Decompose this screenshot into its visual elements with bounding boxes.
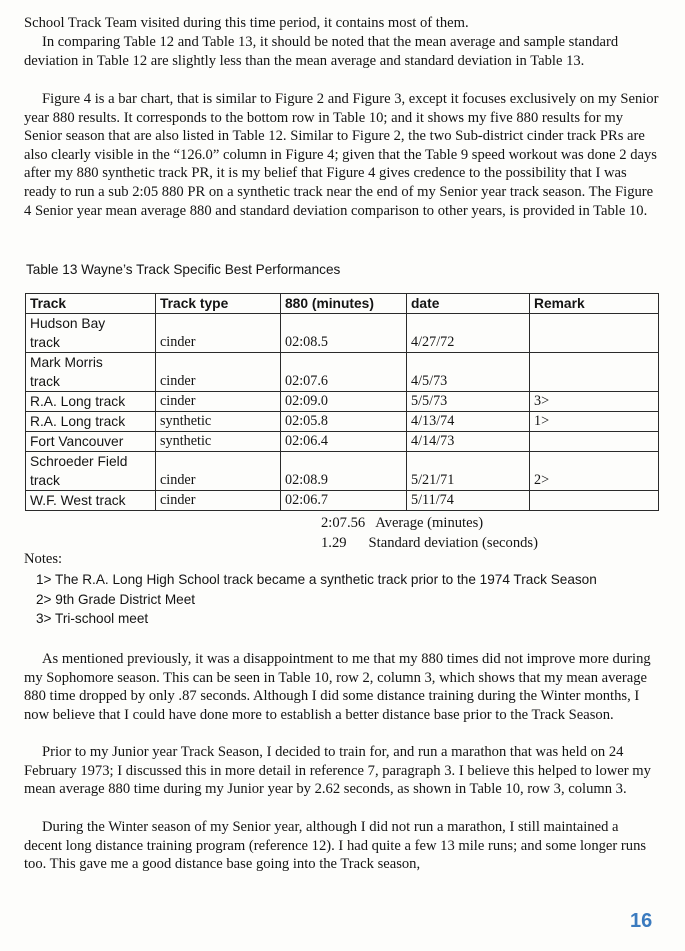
type-cell: cinder [156, 392, 281, 412]
remark-cell [530, 353, 659, 392]
date-cell: 4/13/74 [407, 412, 530, 432]
track-cell: Mark Morris track [26, 353, 156, 392]
table-row [26, 353, 659, 392]
paragraph-text: Figure 4 is a bar chart, that is similar to Figure 2 and Figure 3, except it focuses exclusively on my Senior year 880 results. It corresponds to the bottom row in Table 10; and it shows my five 880 results for my Senior season that are also listed in Table 12. Similar to Figure 2, the two Sub-district cinder track PRs are also clearly visible in the “126.0” column in Figure 4; given that the Table 9 speed workout was done 2 days after my 880 synthetic track PR, it is my belief that Figure 4 gives credence to the possibility that I was ready to run a sub 2:05 880 PR on a synthetic track near the end of my Senior year track season. The Figure 4 Senior year mean average 880 and standard deviation comparison to other years, is provided in Table 10. [24, 91, 659, 219]
table-row [26, 452, 659, 491]
date-cell: 5/11/74 [407, 491, 530, 511]
stddev-line [321, 534, 538, 553]
table-row [26, 412, 659, 432]
table-header-row [26, 294, 659, 314]
time-cell: 02:08.5 [281, 314, 407, 353]
remark-cell: 2> [530, 452, 659, 491]
date-cell: 5/5/73 [407, 392, 530, 412]
header-track: Track [26, 294, 156, 314]
paragraph-text: As mentioned previously, it was a disappointment to me that my 880 times did not improve more during my Sophomore season. This can be seen in Table 10, row 2, column 3, which shows that my mean average 880 time dropped by only .87 seconds. Although I did some distance training during the Winter months, I now believe that I could have done more to establish a better distance base prior to the Track Season. [24, 651, 651, 723]
type-cell: cinder [156, 353, 281, 392]
time-cell: 02:05.8 [281, 412, 407, 432]
stddev-value: 1.29 [321, 535, 347, 551]
note-item: 1> The R.A. Long High School track became a synthetic track prior to the 1974 Track Season [36, 572, 597, 587]
date-cell: 4/27/72 [407, 314, 530, 353]
table-row [26, 491, 659, 511]
notes-title: Notes: [24, 551, 63, 567]
stddev-label: Standard deviation (seconds) [368, 535, 538, 551]
date-cell: 4/5/73 [407, 353, 530, 392]
paragraph-text: During the Winter season of my Senior year, although I did not run a marathon, I still maintained a decent long distance training program (reference 12). I had quite a few 13 mile runs; and some longer runs too. This gave me a good distance base going into the Track season, [24, 819, 647, 873]
time-cell: 02:07.6 [281, 353, 407, 392]
type-cell: cinder [156, 314, 281, 353]
header-track-type: Track type [156, 294, 281, 314]
time-cell: 02:06.4 [281, 432, 407, 452]
table-row [26, 314, 659, 353]
average-line [321, 514, 483, 533]
remark-cell: 1> [530, 412, 659, 432]
remark-cell [530, 432, 659, 452]
time-cell: 02:08.9 [281, 452, 407, 491]
track-cell: R.A. Long track [26, 412, 156, 432]
track-cell: Fort Vancouver [26, 432, 156, 452]
track-cell: Schroeder Field track [26, 452, 156, 491]
table-row [26, 432, 659, 452]
type-cell: synthetic [156, 432, 281, 452]
type-cell: synthetic [156, 412, 281, 432]
type-cell: cinder [156, 452, 281, 491]
paragraph-figure4 [24, 90, 660, 220]
type-cell: cinder [156, 491, 281, 511]
header-time: 880 (minutes) [281, 294, 407, 314]
average-value: 2:07.56 [321, 515, 366, 531]
track-cell: R.A. Long track [26, 392, 156, 412]
remark-cell: 3> [530, 392, 659, 412]
track-performance-table [25, 293, 659, 511]
date-cell: 4/14/73 [407, 432, 530, 452]
date-cell: 5/21/71 [407, 452, 530, 491]
track-cell: W.F. West track [26, 491, 156, 511]
intro-line: School Track Team visited during this time period, it contains most of them. [24, 15, 469, 31]
paragraph-text: Prior to my Junior year Track Season, I decided to train for, and run a marathon that was held on 24 February 1973; I discussed this in more detail in reference 7, paragraph 3. I believe this helped to lower my mean average 880 time during my Junior year by 2.62 seconds, as shown in Table 10, row 3, column 3. [24, 744, 651, 798]
remark-cell [530, 314, 659, 353]
header-remark: Remark [530, 294, 659, 314]
paragraph-sophomore [24, 650, 660, 724]
header-date: date [407, 294, 530, 314]
average-label: Average (minutes) [375, 515, 484, 531]
time-cell: 02:09.0 [281, 392, 407, 412]
table-row [26, 392, 659, 412]
paragraph-text: In comparing Table 12 and Table 13, it should be noted that the mean average and sample standard deviation in Table 12 are slightly less than the mean average and standard deviation in Table 13. [24, 34, 619, 69]
paragraph-senior [24, 818, 660, 874]
track-cell: Hudson Bay track [26, 314, 156, 353]
note-item: 3> Tri-school meet [36, 611, 149, 626]
paragraph-table-comparison [24, 33, 660, 70]
page-number: 16 [630, 910, 653, 932]
remark-cell [530, 491, 659, 511]
note-item: 2> 9th Grade District Meet [36, 592, 196, 607]
time-cell: 02:06.7 [281, 491, 407, 511]
table-caption: Table 13 Wayne’s Track Specific Best Performances [26, 262, 341, 277]
paragraph-junior [24, 743, 660, 799]
